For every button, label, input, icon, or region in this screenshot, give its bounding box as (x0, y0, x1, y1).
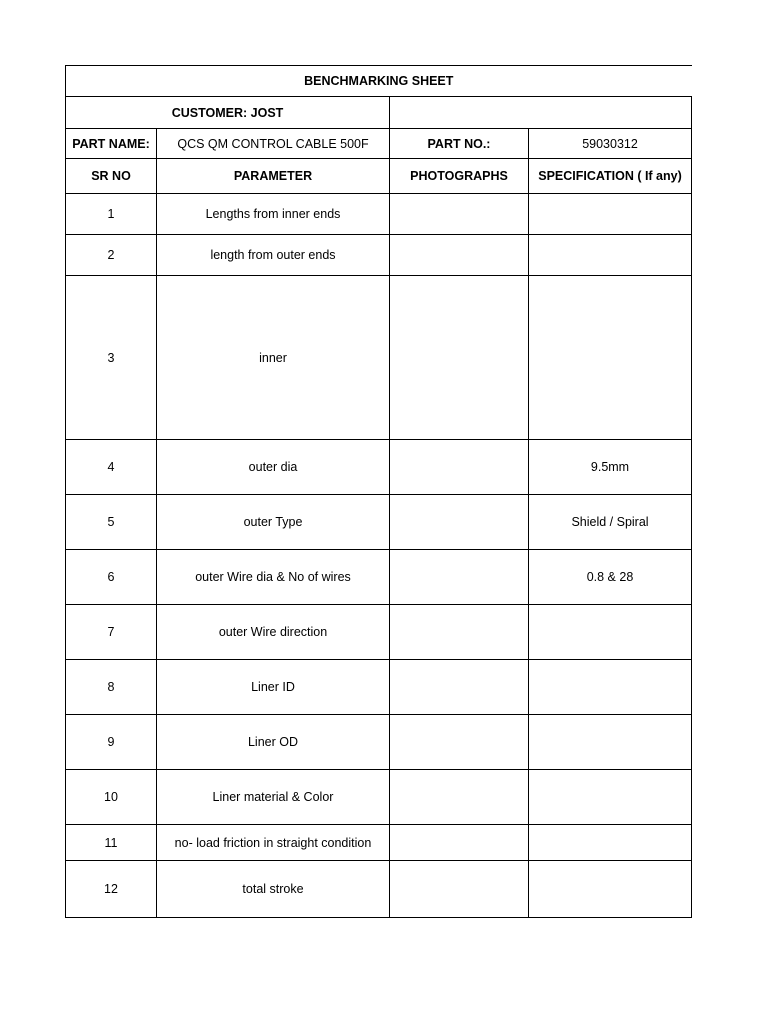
parameter-cell: Liner ID (157, 660, 390, 715)
photograph-cell (390, 770, 529, 825)
table-row (66, 194, 692, 235)
photograph-cell (390, 825, 529, 861)
parameter-cell: inner (157, 276, 390, 440)
specification-cell (529, 715, 692, 770)
parameter-cell: total stroke (157, 861, 390, 918)
customer-label: CUSTOMER: JOST (66, 97, 390, 129)
sr-no-cell: 8 (66, 660, 157, 715)
parameter-cell: Lengths from inner ends (157, 194, 390, 235)
photograph-cell (390, 550, 529, 605)
specification-cell (529, 770, 692, 825)
specification-cell (529, 660, 692, 715)
header-row (66, 159, 692, 194)
part-name-label: PART NAME: (66, 129, 157, 159)
specification-cell (529, 276, 692, 440)
sr-no-cell: 7 (66, 605, 157, 660)
parameter-cell: no- load friction in straight condition (157, 825, 390, 861)
header-photographs: PHOTOGRAPHS (390, 159, 529, 194)
photograph-cell (390, 194, 529, 235)
part-row (66, 129, 692, 159)
specification-cell: 9.5mm (529, 440, 692, 495)
parameter-cell: outer dia (157, 440, 390, 495)
sr-no-cell: 12 (66, 861, 157, 918)
table-row (66, 825, 692, 861)
table-row (66, 770, 692, 825)
parameter-cell: length from outer ends (157, 235, 390, 276)
table-row (66, 715, 692, 770)
table-row (66, 495, 692, 550)
sr-no-cell: 4 (66, 440, 157, 495)
table-row (66, 861, 692, 918)
photograph-cell (390, 235, 529, 276)
specification-cell: 0.8 & 28 (529, 550, 692, 605)
table-row (66, 440, 692, 495)
parameter-cell: outer Wire dia & No of wires (157, 550, 390, 605)
photograph-cell (390, 715, 529, 770)
sr-no-cell: 11 (66, 825, 157, 861)
photograph-cell (390, 495, 529, 550)
sr-no-cell: 3 (66, 276, 157, 440)
photograph-cell (390, 276, 529, 440)
sr-no-cell: 5 (66, 495, 157, 550)
sr-no-cell: 9 (66, 715, 157, 770)
photograph-cell (390, 440, 529, 495)
specification-cell: Shield / Spiral (529, 495, 692, 550)
sr-no-cell: 2 (66, 235, 157, 276)
sr-no-cell: 1 (66, 194, 157, 235)
specification-cell (529, 861, 692, 918)
specification-cell (529, 605, 692, 660)
sr-no-cell: 10 (66, 770, 157, 825)
title-row (66, 66, 692, 97)
sheet-title: BENCHMARKING SHEET (66, 66, 692, 97)
customer-row (66, 97, 692, 129)
sheet-body (66, 66, 692, 918)
customer-empty-cell (390, 97, 692, 129)
parameter-cell: outer Type (157, 495, 390, 550)
part-name-value: QCS QM CONTROL CABLE 500F (157, 129, 390, 159)
header-sr-no: SR NO (66, 159, 157, 194)
specification-cell (529, 194, 692, 235)
photograph-cell (390, 660, 529, 715)
sr-no-cell: 6 (66, 550, 157, 605)
benchmarking-sheet-table (65, 65, 692, 918)
parameter-cell: outer Wire direction (157, 605, 390, 660)
parameter-cell: Liner material & Color (157, 770, 390, 825)
table-row (66, 660, 692, 715)
table-row (66, 550, 692, 605)
parameter-cell: Liner OD (157, 715, 390, 770)
specification-cell (529, 235, 692, 276)
header-specification: SPECIFICATION ( If any) (529, 159, 692, 194)
photograph-cell (390, 605, 529, 660)
table-row (66, 276, 692, 440)
part-no-label: PART NO.: (390, 129, 529, 159)
photograph-cell (390, 861, 529, 918)
table-row (66, 605, 692, 660)
specification-cell (529, 825, 692, 861)
part-no-value: 59030312 (529, 129, 692, 159)
header-parameter: PARAMETER (157, 159, 390, 194)
table-row (66, 235, 692, 276)
